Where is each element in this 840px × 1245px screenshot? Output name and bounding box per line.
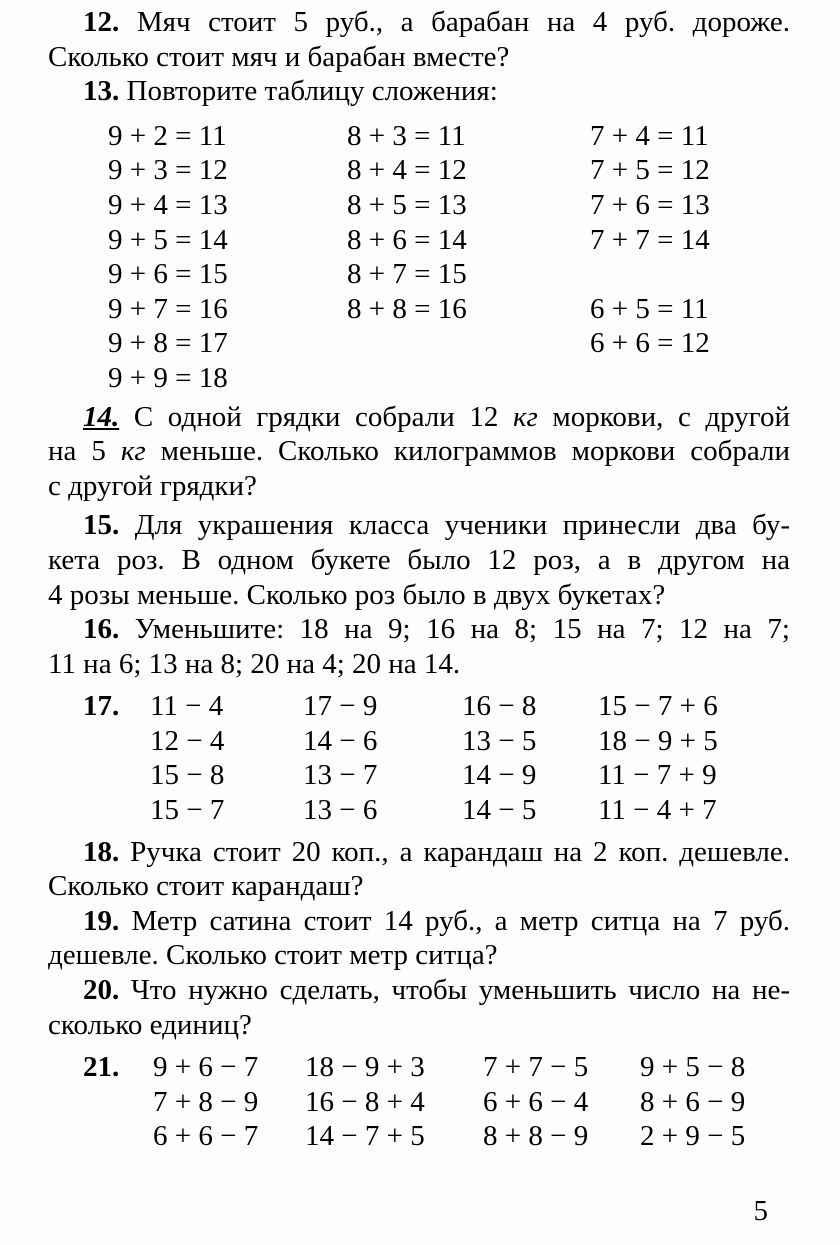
- equation-cell: 7 + 7 = 14: [590, 223, 710, 256]
- unit-kg: кг: [512, 400, 538, 433]
- problem-14-line-1: [48, 400, 790, 435]
- expression-cell: 18 − 9 + 3: [305, 1051, 425, 1084]
- row-label-spacer: [83, 1085, 153, 1120]
- expression-cell: 8 + 6 − 9: [640, 1085, 746, 1118]
- problem-18-line-1: [48, 835, 790, 870]
- expression-cell: 15 − 7 + 6: [598, 690, 718, 723]
- subtraction-exercise-table: [83, 689, 790, 827]
- equation-cell: 8 + 7 = 15: [347, 258, 467, 291]
- problem-18: [48, 835, 790, 904]
- problem-12-text-2: Сколько стоит мяч и барабан вместе?: [48, 40, 510, 73]
- exercise-row: [83, 689, 790, 724]
- equation-cell: 8 + 8 = 16: [347, 292, 467, 325]
- equation-cell: 8 + 4 = 12: [347, 154, 467, 187]
- problem-19-line-1: [48, 904, 790, 939]
- expression-cell: 14 − 9: [462, 759, 537, 792]
- problem-16-text-2: 11 на 6; 13 на 8; 20 на 4; 20 на 14.: [48, 647, 461, 680]
- problem-18-line-2: [48, 869, 790, 904]
- problem-18-text-2: Сколько стоит карандаш?: [48, 870, 364, 903]
- equation-cell: 8 + 6 = 14: [347, 223, 467, 256]
- equation-cell: 9 + 5 = 14: [108, 223, 228, 256]
- problem-15-line-3: [48, 578, 790, 613]
- problem-14-line-3: [48, 469, 790, 504]
- problem-16-line-1: [48, 612, 790, 647]
- addition-table-row: [108, 223, 790, 258]
- unit-kg: кг: [120, 435, 146, 468]
- problem-15-line-2: [48, 543, 790, 578]
- expression-cell: 11 − 4: [150, 690, 224, 723]
- problem-12-text-1: Мяч стоит 5 руб., а барабан на 4 руб. дороже.: [119, 6, 790, 38]
- problem-14-text: меньше. Сколько килограммов моркови собрали: [145, 435, 790, 468]
- problem-14: [48, 400, 790, 504]
- problem-15-text-3: 4 розы меньше. Сколько роз было в двух букетах?: [48, 578, 666, 611]
- addition-table-row: [108, 361, 790, 396]
- equation-cell: 9 + 8 = 17: [108, 327, 228, 360]
- problem-13-title: Повторите таблицу сложения:: [119, 75, 498, 108]
- expression-cell: 11 − 7 + 9: [598, 759, 717, 792]
- problem-19-text-2: дешевле. Сколько стоит метр ситца?: [48, 939, 498, 972]
- expression-cell: 14 − 7 + 5: [305, 1120, 425, 1153]
- expression-cell: 13 − 5: [462, 724, 537, 757]
- expression-cell: 12 − 4: [150, 724, 225, 757]
- problem-15: [48, 508, 790, 612]
- exercise-row: [83, 793, 790, 828]
- expression-cell: 14 − 5: [462, 794, 537, 827]
- problem-20-line-1: [48, 973, 790, 1008]
- addition-table-row: [108, 119, 790, 154]
- equation-cell: 9 + 9 = 18: [108, 361, 228, 394]
- problem-18-number: 18.: [83, 835, 120, 868]
- exercise-row: [83, 1085, 790, 1120]
- expression-cell: 13 − 7: [303, 759, 378, 792]
- equation-cell: [347, 326, 590, 361]
- equation-cell: 6 + 6 = 12: [590, 327, 710, 360]
- problem-14-text: с другой грядки?: [48, 469, 257, 502]
- problem-14-number: 14.: [83, 400, 120, 433]
- row-label-spacer: [83, 758, 150, 793]
- expression-cell: 16 − 8 + 4: [305, 1085, 425, 1118]
- expression-cell: 6 + 6 − 7: [153, 1120, 259, 1153]
- equation-cell: [590, 257, 790, 292]
- problem-20: [48, 973, 790, 1042]
- expression-cell: 18 − 9 + 5: [598, 724, 718, 757]
- expression-cell: 14 − 6: [303, 724, 378, 757]
- equation-cell: 7 + 6 = 13: [590, 188, 710, 221]
- problem-15-text-2: кета роз. В одном букете было 12 роз, а в другом на: [48, 543, 790, 576]
- expression-cell: 15 − 8: [150, 759, 225, 792]
- equation-cell: 9 + 4 = 13: [108, 188, 228, 221]
- addition-table-row: [108, 257, 790, 292]
- row-label-spacer: [83, 1119, 153, 1154]
- expression-cell: 7 + 8 − 9: [153, 1085, 259, 1118]
- equation-cell: [347, 361, 590, 396]
- row-label-spacer: [83, 724, 150, 759]
- equation-cell: 7 + 5 = 12: [590, 154, 710, 187]
- problem-19: [48, 904, 790, 973]
- problem-21-number: 21.: [83, 1051, 120, 1084]
- expression-cell: 11 − 4 + 7: [598, 794, 717, 827]
- expression-cell: 6 + 6 − 4: [483, 1085, 589, 1118]
- expression-cell: 2 + 9 − 5: [640, 1120, 746, 1153]
- expression-cell: 8 + 8 − 9: [483, 1120, 589, 1153]
- row-label-spacer: [83, 793, 150, 828]
- problem-16-number: 16.: [83, 613, 120, 646]
- equation-cell: 9 + 2 = 11: [108, 119, 227, 152]
- problem-12-number: 12.: [83, 6, 120, 38]
- problem-17-number: 17.: [83, 690, 120, 723]
- problem-12-line-1: [48, 5, 790, 40]
- problem-19-text-1: Метр сатина стоит 14 руб., а метр ситца на 7 руб.: [119, 904, 790, 937]
- problem-19-number: 19.: [83, 904, 120, 937]
- equation-cell: 9 + 6 = 15: [108, 258, 228, 291]
- problem-13-heading: [48, 74, 790, 109]
- addition-table-row: [108, 292, 790, 327]
- exercise-row: [83, 1050, 790, 1085]
- problem-14-text: С одной грядки собрали 12: [119, 400, 513, 433]
- addition-table-row: [108, 326, 790, 361]
- addition-table-row: [108, 188, 790, 223]
- equation-cell: 7 + 4 = 11: [590, 119, 709, 152]
- problem-16-text-1: Уменьшите: 18 на 9; 16 на 8; 15 на 7; 12 на 7;: [119, 613, 790, 646]
- addition-table-row: [108, 153, 790, 188]
- problem-12-line-2: [48, 40, 790, 75]
- problem-14-text: на 5: [48, 435, 121, 468]
- expression-cell: 16 − 8: [462, 690, 537, 723]
- mixed-exercise-table: [83, 1050, 790, 1154]
- equation-cell: 6 + 5 = 11: [590, 292, 709, 325]
- equation-cell: 9 + 7 = 16: [108, 292, 228, 325]
- addition-table: [108, 119, 790, 396]
- problem-16: [48, 612, 790, 681]
- problem-12: [48, 5, 790, 74]
- problem-15-text-1: Для украшения класса ученики принесли два бу-: [119, 509, 790, 542]
- equation-cell: 9 + 3 = 12: [108, 154, 228, 187]
- equation-cell: [590, 361, 790, 396]
- problem-13-number: 13.: [83, 75, 120, 108]
- exercise-row: [83, 724, 790, 759]
- problem-20-line-2: [48, 1008, 790, 1043]
- page-number: 5: [753, 1195, 768, 1227]
- expression-cell: 13 − 6: [303, 794, 378, 827]
- problem-18-text-1: Ручка стоит 20 коп., а карандаш на 2 коп. дешевле.: [119, 835, 790, 868]
- expression-cell: 17 − 9: [303, 690, 378, 723]
- equation-cell: 8 + 5 = 13: [347, 188, 467, 221]
- expression-cell: 9 + 5 − 8: [640, 1051, 746, 1084]
- problem-20-text-1: Что нужно сделать, чтобы уменьшить число на не-: [119, 974, 790, 1007]
- expression-cell: 7 + 7 − 5: [483, 1051, 589, 1084]
- equation-cell: 8 + 3 = 11: [347, 119, 466, 152]
- exercise-row: [83, 758, 790, 793]
- problem-20-number: 20.: [83, 974, 120, 1007]
- problem-20-text-2: сколько единиц?: [48, 1008, 252, 1041]
- exercise-row: [83, 1119, 790, 1154]
- problem-19-line-2: [48, 938, 790, 973]
- expression-cell: 15 − 7: [150, 794, 225, 827]
- problem-14-text: моркови, с другой: [537, 400, 790, 433]
- problem-16-line-2: [48, 647, 790, 682]
- expression-cell: 9 + 6 − 7: [153, 1051, 259, 1084]
- problem-14-line-2: [48, 434, 790, 469]
- problem-15-number: 15.: [83, 509, 120, 542]
- problem-15-line-1: [48, 508, 790, 543]
